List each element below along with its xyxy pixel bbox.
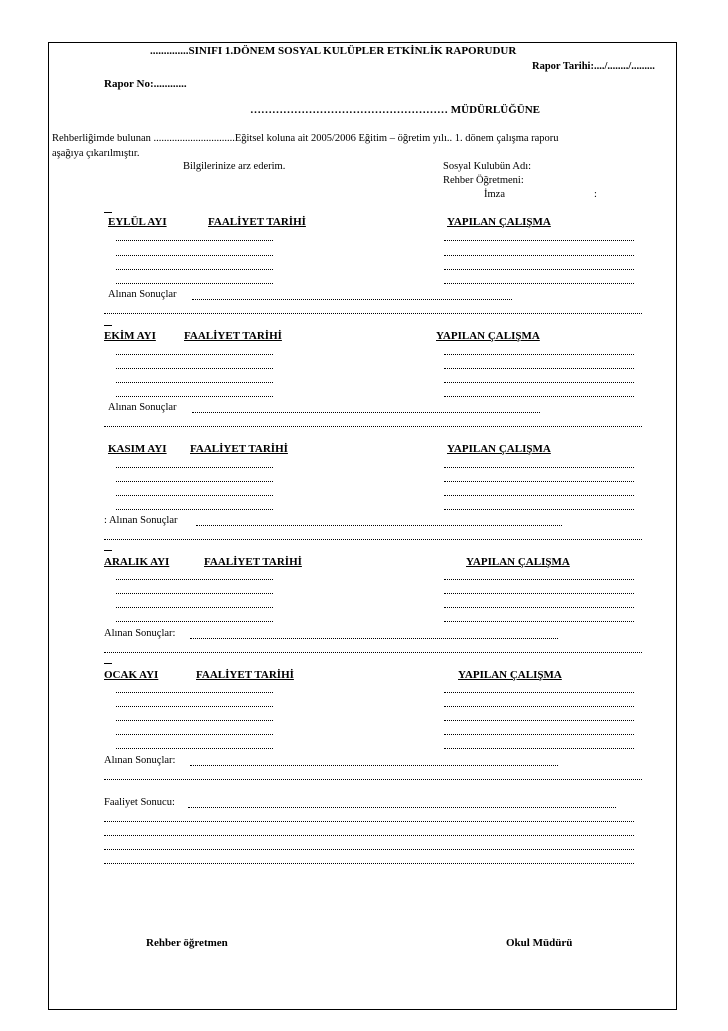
- activity-date-header: FAALİYET TARİHİ: [204, 556, 302, 568]
- month-ekim: EKİM AYI: [104, 330, 156, 342]
- work-line: [444, 748, 634, 749]
- activity-result-line: [104, 849, 634, 850]
- date-line: [116, 509, 273, 510]
- date-line: [116, 593, 273, 594]
- work-line: [444, 495, 634, 496]
- results-line: [104, 779, 642, 780]
- report-title: ..............SINIFI 1.DÖNEM SOSYAL KULÜPLER ETKİNLİK RAPORUDUR: [150, 45, 517, 57]
- month-eylul: EYLÜL AYI: [108, 216, 167, 228]
- work-line: [444, 467, 634, 468]
- work-done-header: YAPILAN ÇALIŞMA: [466, 556, 570, 568]
- submit-text: Bilgilerinize arz ederim.: [183, 161, 286, 172]
- date-line: [116, 368, 273, 369]
- results-label: Alınan Sonuçlar: [108, 289, 177, 300]
- activity-result-line: [104, 821, 634, 822]
- work-line: [444, 269, 634, 270]
- date-line: [116, 720, 273, 721]
- activity-date-header: FAALİYET TARİHİ: [208, 216, 306, 228]
- work-line: [444, 593, 634, 594]
- date-line: [116, 607, 273, 608]
- activity-result-line: [188, 807, 616, 808]
- date-line: [116, 396, 273, 397]
- signature-label: İmza: [484, 189, 505, 200]
- results-line: [190, 638, 558, 639]
- results-label: Alınan Sonuçlar:: [104, 755, 176, 766]
- results-line: [196, 525, 562, 526]
- work-line: [444, 509, 634, 510]
- month-kasim: KASIM AYI: [108, 443, 167, 455]
- work-line: [444, 734, 634, 735]
- activity-date-header: FAALİYET TARİHİ: [190, 443, 288, 455]
- results-line: [104, 313, 642, 314]
- work-line: [444, 692, 634, 693]
- work-line: [444, 382, 634, 383]
- work-done-header: YAPILAN ÇALIŞMA: [447, 443, 551, 455]
- results-label: Alınan Sonuçlar:: [104, 628, 176, 639]
- date-line: [116, 481, 273, 482]
- report-date: Rapor Tarihi:..../......../.........: [532, 61, 655, 72]
- activity-result-line: [104, 863, 634, 864]
- teacher-label: Rehber Öğretmeni:: [443, 175, 524, 186]
- date-line: [116, 354, 273, 355]
- signature-colon: :: [594, 189, 597, 200]
- results-line: [192, 299, 512, 300]
- date-line: [116, 382, 273, 383]
- work-line: [444, 255, 634, 256]
- work-done-header: YAPILAN ÇALIŞMA: [436, 330, 540, 342]
- work-line: [444, 396, 634, 397]
- date-line: [116, 621, 273, 622]
- work-line: [444, 706, 634, 707]
- date-line: [116, 748, 273, 749]
- activity-result-line: [104, 835, 634, 836]
- section-marker: [104, 325, 112, 326]
- date-line: [116, 495, 273, 496]
- teacher-signature: Rehber öğretmen: [146, 937, 228, 949]
- date-line: [116, 692, 273, 693]
- section-marker: [104, 212, 112, 213]
- results-label: : Alınan Sonuçlar: [104, 515, 178, 526]
- work-line: [444, 368, 634, 369]
- date-line: [116, 269, 273, 270]
- recipient-office: ……………………………………………… MÜDÜRLÜĞÜNE: [250, 104, 540, 116]
- work-line: [444, 481, 634, 482]
- report-number: Rapor No:............: [104, 78, 187, 90]
- section-marker: [104, 550, 112, 551]
- intro-line-1: Rehberliğimde bulunan ...............................Eğitsel koluna ait 2005/2006 Eğitim – öğretim yılı.. 1. dönem çalışma raporu: [52, 133, 559, 144]
- activity-date-header: FAALİYET TARİHİ: [184, 330, 282, 342]
- results-line: [104, 426, 642, 427]
- club-name-label: Sosyal Kulubün Adı:: [443, 161, 532, 172]
- date-line: [116, 240, 273, 241]
- intro-line-2: aşağıya çıkarılmıştır.: [52, 148, 140, 159]
- work-line: [444, 283, 634, 284]
- results-label: Alınan Sonuçlar: [108, 402, 177, 413]
- work-line: [444, 621, 634, 622]
- principal-signature: Okul Müdürü: [506, 937, 573, 949]
- work-line: [444, 720, 634, 721]
- month-aralik: ARALIK AYI: [104, 556, 170, 568]
- results-line: [104, 539, 642, 540]
- work-line: [444, 607, 634, 608]
- date-line: [116, 283, 273, 284]
- date-line: [116, 467, 273, 468]
- date-line: [116, 255, 273, 256]
- date-line: [116, 579, 273, 580]
- section-marker: [104, 663, 112, 664]
- work-done-header: YAPILAN ÇALIŞMA: [447, 216, 551, 228]
- results-line: [192, 412, 540, 413]
- date-line: [116, 734, 273, 735]
- month-ocak: OCAK AYI: [104, 669, 159, 681]
- activity-result-label: Faaliyet Sonucu:: [104, 797, 175, 808]
- results-line: [190, 765, 558, 766]
- work-line: [444, 240, 634, 241]
- date-line: [116, 706, 273, 707]
- work-done-header: YAPILAN ÇALIŞMA: [458, 669, 562, 681]
- work-line: [444, 579, 634, 580]
- activity-date-header: FAALİYET TARİHİ: [196, 669, 294, 681]
- results-line: [104, 652, 642, 653]
- work-line: [444, 354, 634, 355]
